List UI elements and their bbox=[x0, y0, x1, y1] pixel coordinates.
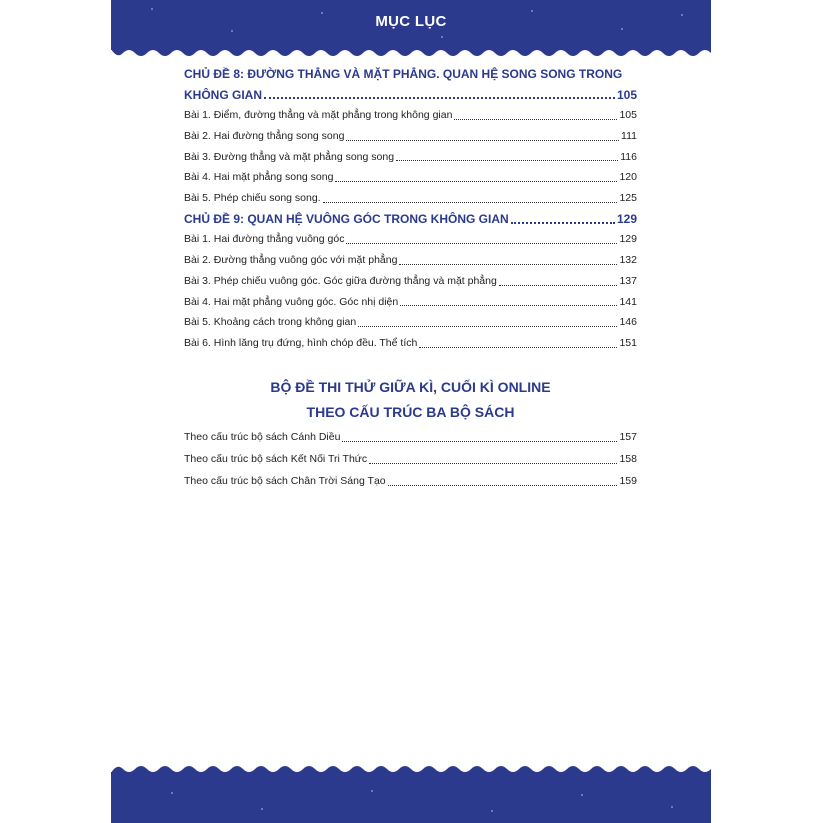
dot-leader bbox=[400, 304, 617, 306]
chapter-8-title-cont: KHÔNG GIAN bbox=[184, 87, 262, 102]
dot-leader bbox=[323, 201, 618, 203]
entry-page: 137 bbox=[619, 274, 637, 287]
toc-entry[interactable] bbox=[184, 250, 637, 271]
toc-entry[interactable] bbox=[184, 312, 637, 333]
toc-entry[interactable] bbox=[184, 126, 637, 147]
toc-entry[interactable] bbox=[184, 448, 637, 470]
entry-page: 116 bbox=[620, 150, 637, 163]
entry-label: Theo cấu trúc bộ sách Chân Trời Sáng Tạo bbox=[184, 475, 386, 487]
footer-wave bbox=[111, 763, 711, 773]
toc-entry[interactable] bbox=[184, 167, 637, 188]
table-of-contents bbox=[184, 64, 637, 354]
footer-band bbox=[111, 772, 711, 823]
dot-leader bbox=[396, 159, 618, 161]
dot-leader bbox=[346, 139, 619, 141]
chapter-8-entry[interactable] bbox=[184, 85, 637, 106]
toc-entry[interactable] bbox=[184, 188, 637, 209]
dot-leader bbox=[369, 462, 617, 464]
toc-entry[interactable] bbox=[184, 470, 637, 492]
entry-page: 105 bbox=[619, 109, 637, 122]
entry-label: Bài 2. Hai đường thẳng song song bbox=[184, 130, 345, 143]
dot-leader bbox=[511, 221, 615, 224]
dot-leader bbox=[419, 346, 617, 348]
chapter-9-page: 129 bbox=[616, 211, 637, 226]
toc-entry[interactable] bbox=[184, 426, 637, 448]
entry-page: 159 bbox=[619, 475, 637, 487]
entry-page: 157 bbox=[619, 431, 637, 443]
entry-page: 132 bbox=[619, 254, 637, 267]
entry-page: 125 bbox=[619, 192, 637, 205]
dot-leader bbox=[264, 96, 615, 99]
dot-leader bbox=[342, 440, 617, 442]
entry-label: Bài 2. Đường thẳng vuông góc với mặt phẳng bbox=[184, 254, 398, 267]
entry-page: 120 bbox=[619, 171, 637, 184]
exam-section-heading: BỘ ĐỀ THI THỬ GIỮA KÌ, CUỐI KÌ ONLINE bbox=[270, 379, 551, 395]
dot-leader bbox=[399, 263, 617, 265]
chapter-8-title[interactable]: CHỦ ĐỀ 8: ĐƯỜNG THẲNG VÀ MẶT PHẲNG. QUAN HỆ SONG SONG TRONG bbox=[184, 67, 623, 81]
entry-page: 151 bbox=[619, 336, 637, 349]
toc-entry[interactable] bbox=[184, 230, 637, 251]
dot-leader bbox=[358, 325, 617, 327]
toc-entry[interactable] bbox=[184, 271, 637, 292]
dot-leader bbox=[335, 180, 617, 182]
entry-page: 111 bbox=[621, 130, 637, 143]
entry-label: Theo cấu trúc bộ sách Kết Nối Tri Thức bbox=[184, 453, 368, 465]
dot-leader bbox=[499, 284, 618, 286]
exam-section-subheading: THEO CẤU TRÚC BA BỘ SÁCH bbox=[306, 404, 515, 420]
entry-page: 129 bbox=[619, 233, 637, 246]
dot-leader bbox=[388, 484, 618, 486]
entry-label: Bài 1. Điểm, đường thẳng và mặt phẳng trong không gian bbox=[184, 109, 453, 122]
entry-label: Theo cấu trúc bộ sách Cánh Diều bbox=[184, 431, 341, 443]
entry-label: Bài 1. Hai đường thẳng vuông góc bbox=[184, 233, 345, 246]
entry-label: Bài 5. Phép chiếu song song. bbox=[184, 192, 321, 205]
page-title: MỤC LỤC bbox=[375, 13, 447, 30]
toc-entry[interactable] bbox=[184, 292, 637, 313]
dot-leader bbox=[346, 242, 617, 244]
entry-label: Bài 4. Hai mặt phẳng song song bbox=[184, 171, 334, 184]
entry-page: 158 bbox=[619, 453, 637, 465]
entry-label: Bài 6. Hình lăng trụ đứng, hình chóp đều. Thể tích bbox=[184, 336, 418, 349]
toc-entry[interactable] bbox=[184, 147, 637, 168]
document-page bbox=[111, 0, 711, 823]
header-band bbox=[111, 0, 711, 50]
entry-label: Bài 4. Hai mặt phẳng vuông góc. Góc nhị diện bbox=[184, 295, 399, 308]
entry-page: 141 bbox=[619, 295, 637, 308]
entry-label: Bài 3. Phép chiếu vuông góc. Góc giữa đường thẳng và mặt phẳng bbox=[184, 274, 497, 287]
entry-label: Bài 3. Đường thẳng và mặt phẳng song song bbox=[184, 150, 395, 163]
toc-entry[interactable] bbox=[184, 333, 637, 354]
header-wave bbox=[111, 49, 711, 59]
entry-label: Bài 5. Khoảng cách trong không gian bbox=[184, 316, 357, 329]
chapter-9-title: CHỦ ĐỀ 9: QUAN HỆ VUÔNG GÓC TRONG KHÔNG GIAN bbox=[184, 211, 509, 226]
exam-list bbox=[184, 426, 637, 492]
chapter-9-entry[interactable] bbox=[184, 209, 637, 230]
entry-page: 146 bbox=[619, 316, 637, 329]
chapter-8-page: 105 bbox=[616, 87, 637, 102]
dot-leader bbox=[454, 118, 617, 120]
toc-entry[interactable] bbox=[184, 105, 637, 126]
